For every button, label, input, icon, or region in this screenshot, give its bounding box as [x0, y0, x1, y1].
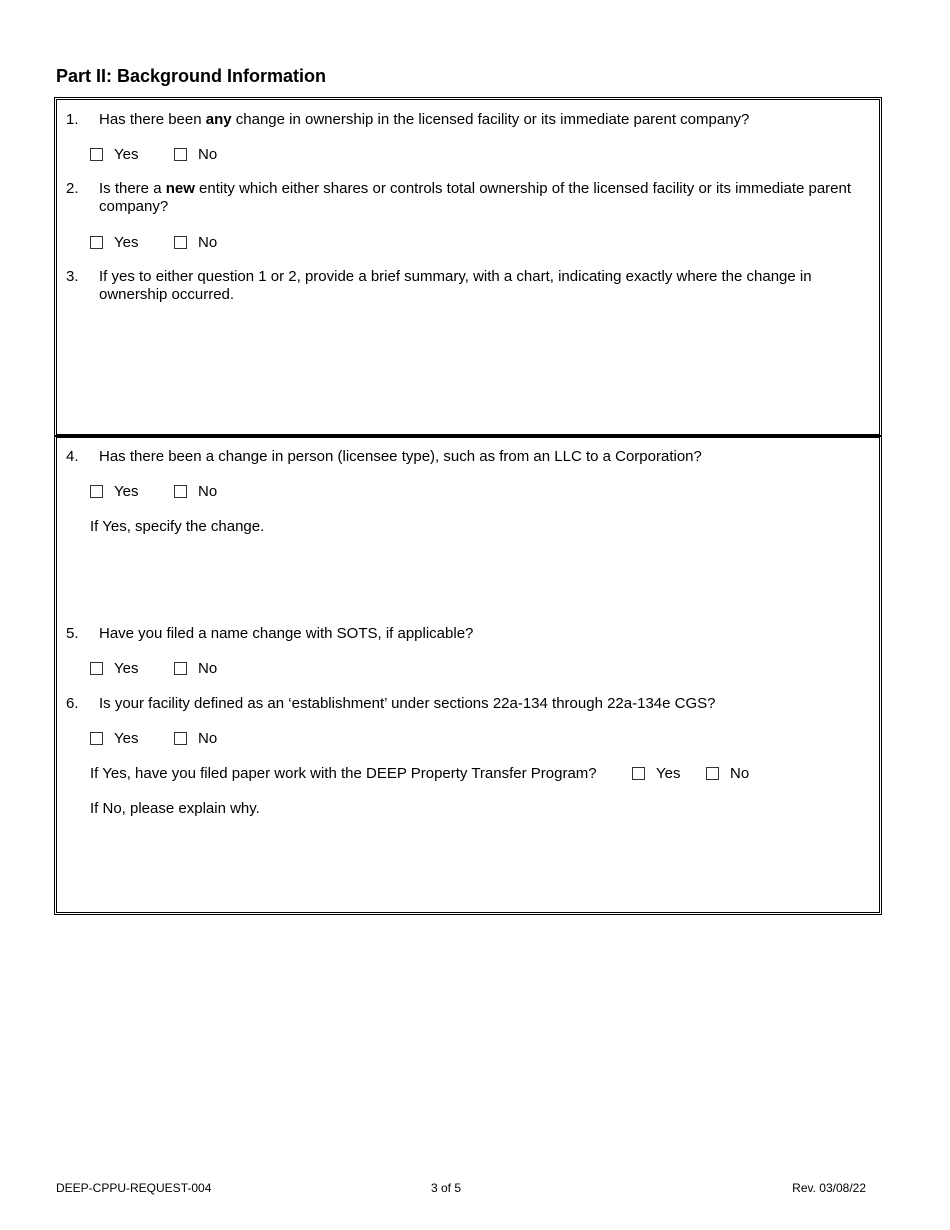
form-id: DEEP-CPPU-REQUEST-004: [56, 1181, 212, 1195]
question-text: Is there a new entity which either shares or controls total ownership of the licensed facility or its immediate parent company?: [99, 180, 852, 215]
q6-followup-yes-checkbox[interactable]: [632, 767, 645, 780]
question-number: 4.: [66, 448, 79, 465]
question-text: Has there been a change in person (licensee type), such as from an LLC to a Corporation?: [99, 448, 702, 465]
q2-yes-option[interactable]: Yes: [90, 234, 138, 252]
q6-followup-no-option[interactable]: No: [706, 765, 749, 783]
question-text: Have you filed a name change with SOTS, if applicable?: [99, 625, 474, 642]
q6-followup-row: [90, 765, 879, 783]
q4-no-option[interactable]: No: [174, 483, 217, 501]
question-number: 1.: [66, 111, 79, 128]
q5-yes-checkbox[interactable]: [90, 662, 103, 675]
q6-no-option[interactable]: No: [174, 730, 217, 748]
q6-no-checkbox[interactable]: [174, 732, 187, 745]
question-number: 5.: [66, 625, 79, 642]
question-number: 6.: [66, 695, 79, 712]
q2-no-option[interactable]: No: [174, 234, 217, 252]
page-title: Part II: Background Information: [56, 66, 327, 86]
ownership-section: [54, 97, 882, 437]
q6-followup-text: If Yes, have you filed paper work with the DEEP Property Transfer Program?: [90, 765, 597, 782]
q4-yes-option[interactable]: Yes: [90, 483, 138, 501]
q5-no-checkbox[interactable]: [174, 662, 187, 675]
q6-followup-yes-option[interactable]: Yes: [632, 765, 680, 783]
q2-no-checkbox[interactable]: [174, 236, 187, 249]
question-text: If yes to either question 1 or 2, provide a brief summary, with a chart, indicating exactly where the change in ownership occurred.: [99, 268, 812, 303]
revision-date: Rev. 03/08/22: [792, 1181, 866, 1195]
q1-no-option[interactable]: No: [174, 146, 217, 164]
q6-yes-option[interactable]: Yes: [90, 730, 138, 748]
q4-followup-text: If Yes, specify the change.: [90, 518, 265, 535]
q4-yes-checkbox[interactable]: [90, 485, 103, 498]
q2-yes-checkbox[interactable]: [90, 236, 103, 249]
q1-yes-option[interactable]: Yes: [90, 146, 138, 164]
question-text: Is your facility defined as an ‘establishment’ under sections 22a-134 through 22a-134e CGS?: [99, 695, 716, 712]
q6-explain-text: If No, please explain why.: [90, 800, 260, 817]
q5-yes-option[interactable]: Yes: [90, 660, 138, 678]
question-number: 2.: [66, 180, 79, 197]
question-number: 3.: [66, 268, 79, 285]
question-text: Has there been any change in ownership in the licensed facility or its immediate parent company?: [99, 111, 750, 128]
q4-no-checkbox[interactable]: [174, 485, 187, 498]
q1-yes-checkbox[interactable]: [90, 148, 103, 161]
page-number: 3 of 5: [431, 1181, 462, 1195]
q6-yes-checkbox[interactable]: [90, 732, 103, 745]
entity-section: [54, 435, 882, 915]
q6-followup-no-checkbox[interactable]: [706, 767, 719, 780]
q5-no-option[interactable]: No: [174, 660, 217, 678]
q1-no-checkbox[interactable]: [174, 148, 187, 161]
